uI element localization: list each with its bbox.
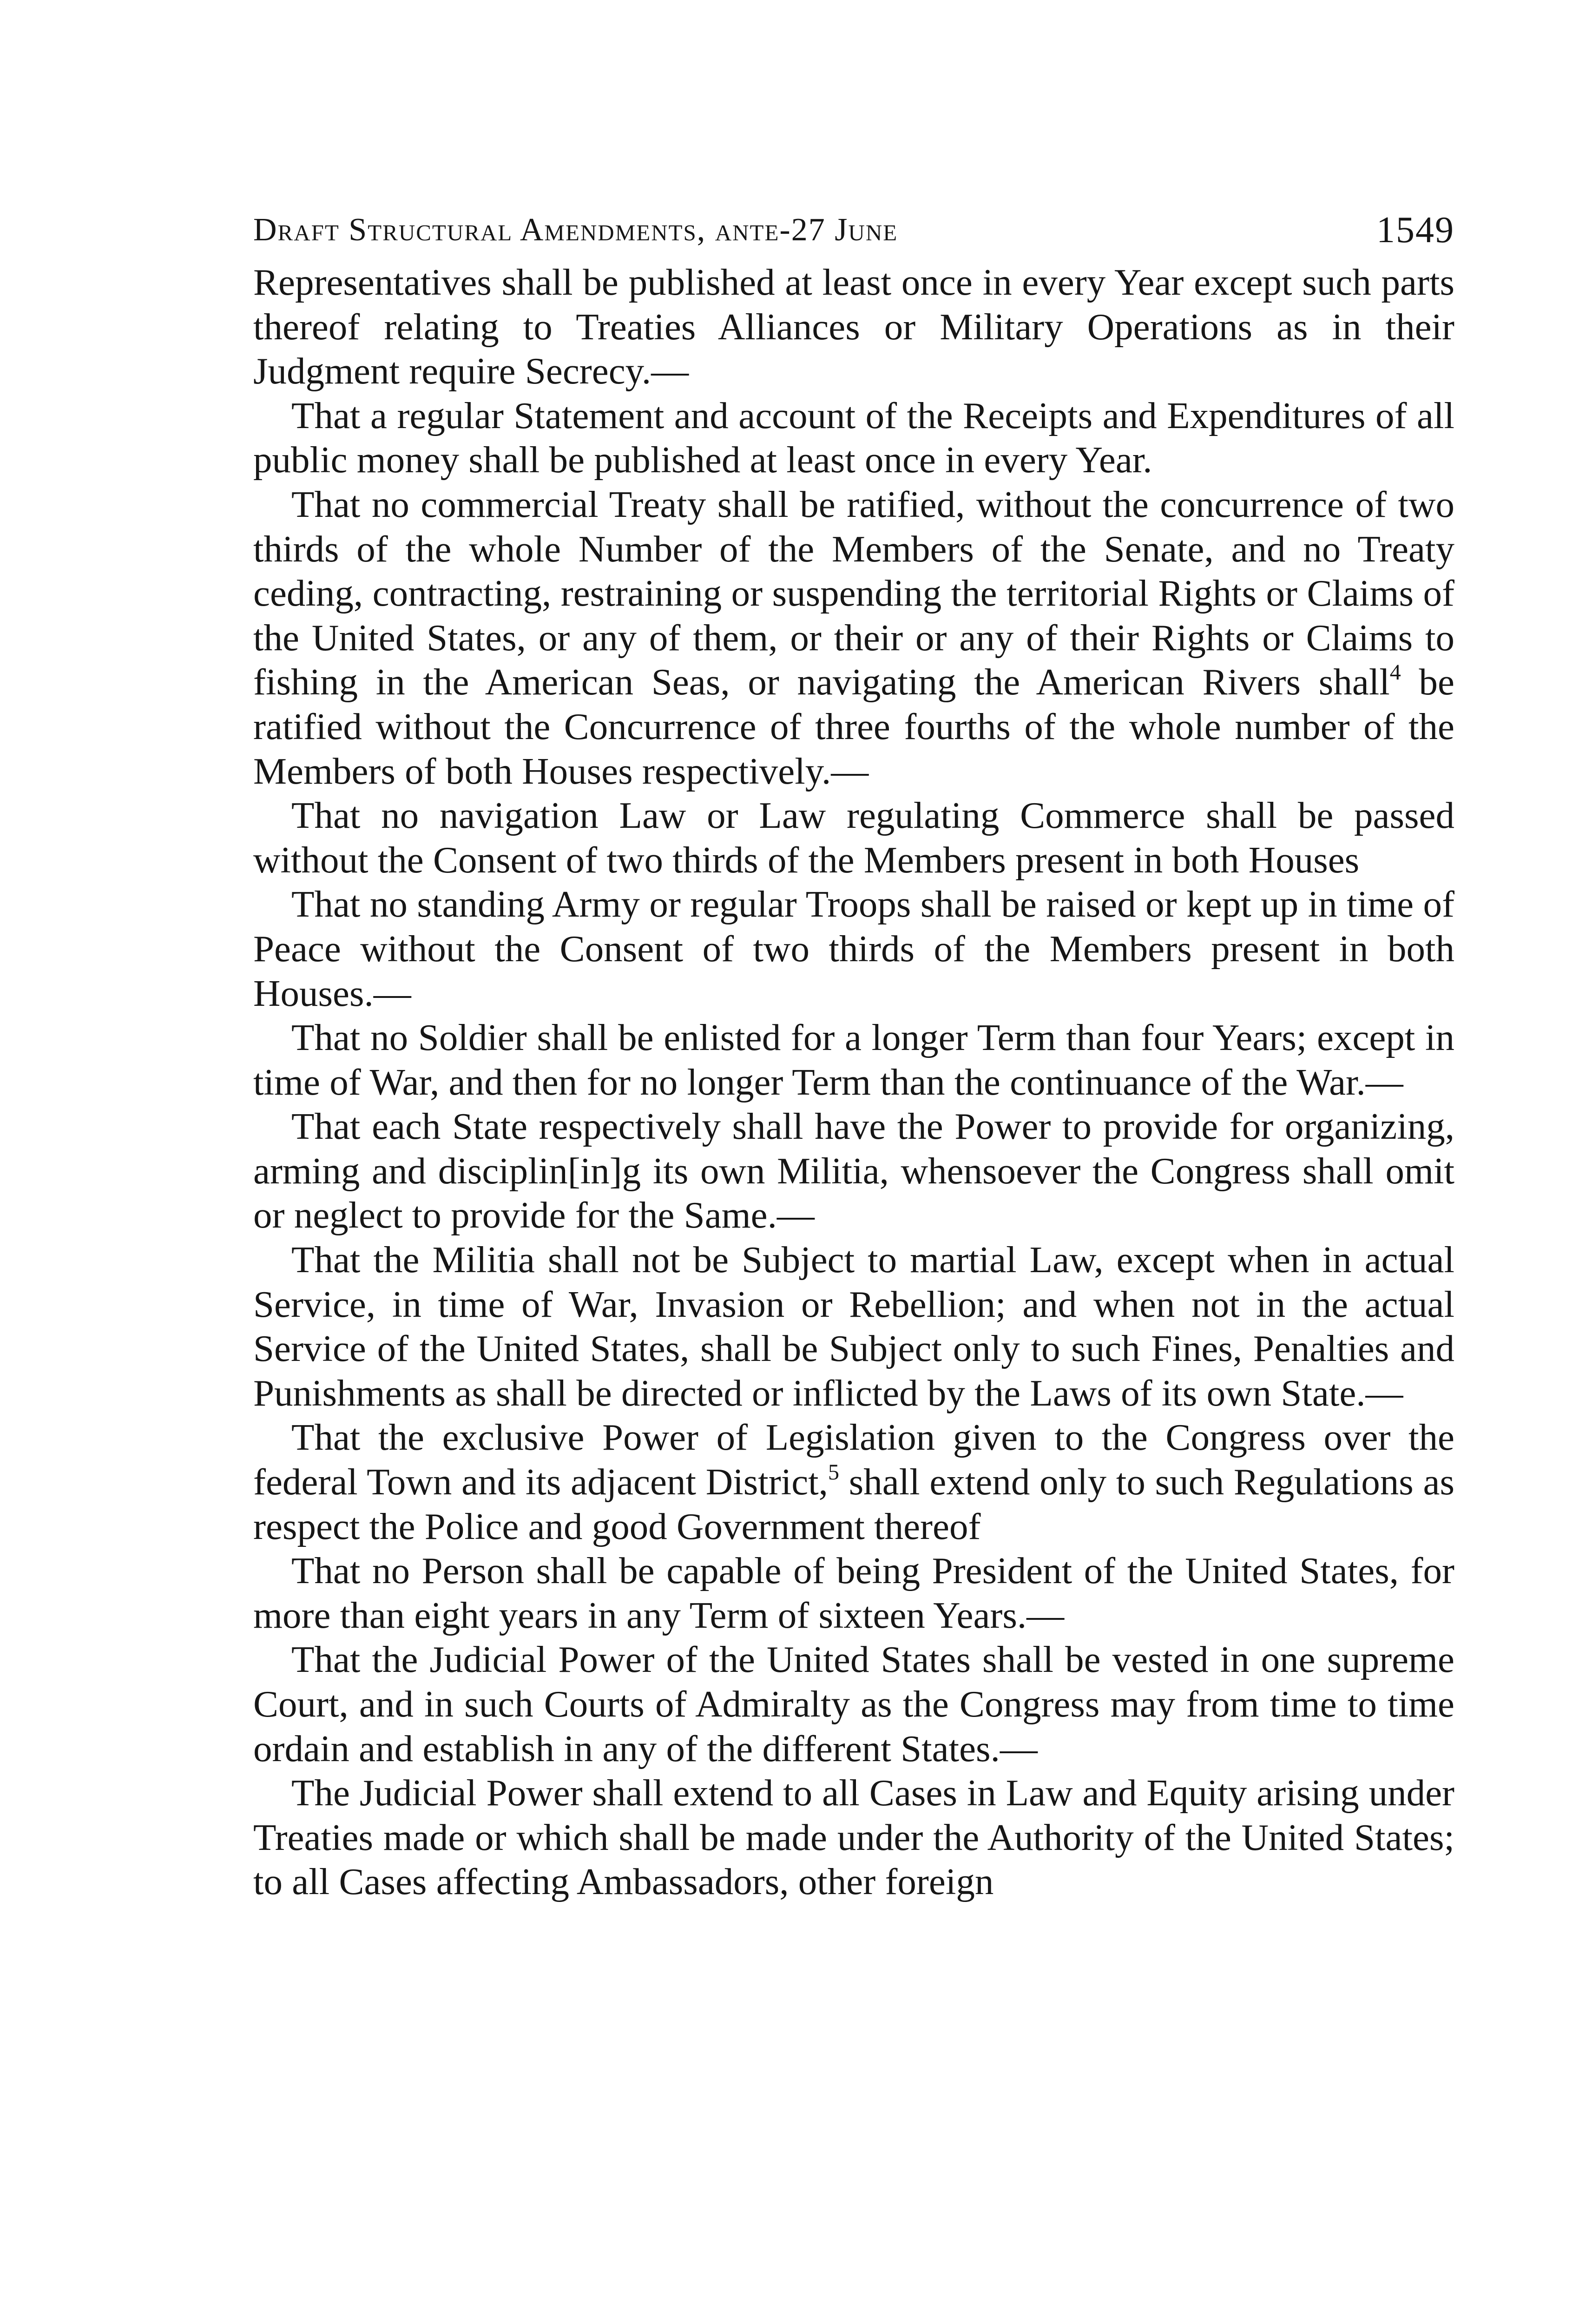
paragraph-text: That no standing Army or regular Troops shall be raised or kept up in time of Peace without the Consent of two thirds of the Members present in both Houses.— xyxy=(253,883,1454,1014)
paragraph-text: The Judicial Power shall extend to all Cases in Law and Equity arising under Treaties made or which shall be made under the Authority of the United States; to all Cases affecting Ambassadors, other foreign xyxy=(253,1772,1454,1903)
paragraph xyxy=(253,882,1454,1016)
paragraph xyxy=(253,793,1454,882)
paragraph xyxy=(253,1238,1454,1415)
paragraph xyxy=(253,1771,1454,1904)
book-page xyxy=(253,205,1454,1904)
paragraph-text: That no Soldier shall be enlisted for a longer Term than four Years; except in time of War, and then for no longer Term than the continuance of the War.— xyxy=(253,1017,1454,1103)
running-title: Draft Structural Amendments, ante-27 June xyxy=(253,212,898,248)
paragraph-text: That no commercial Treaty shall be ratified, without the concurrence of two thirds of the whole Number of the Members of the Senate, and no Treaty ceding, contracting, restraining or suspending the territorial Rights or Claims of the United States, or any of them, or their or any of their Rights or Claims to fishing in the American Seas, or navigating the American Rivers shall xyxy=(253,483,1454,703)
footnote-marker: 4 xyxy=(1389,660,1401,685)
paragraph-text: That no Person shall be capable of being President of the United States, for more than eight years in any Term of sixteen Years.— xyxy=(253,1550,1454,1636)
paragraph-text: That each State respectively shall have the Power to provide for organizing, arming and disciplin[in]g its own Militia, whensoever the Congress shall omit or neglect to provide for the Same.— xyxy=(253,1105,1454,1236)
paragraph-text: That the exclusive Power of Legislation given to the Congress over the federal Town and its adjacent District, xyxy=(253,1416,1454,1503)
paragraph xyxy=(253,1016,1454,1104)
paragraph-text: That a regular Statement and account of the Receipts and Expenditures of all public money shall be published at least once in every Year. xyxy=(253,394,1454,481)
paragraph xyxy=(253,1415,1454,1549)
paragraph-text: That the Judicial Power of the United States shall be vested in one supreme Court, and in such Courts of Admiralty as the Congress may from time to time ordain and establish in any of the different States.— xyxy=(253,1638,1454,1769)
paragraph xyxy=(253,1549,1454,1637)
paragraph-text: be ratified without the Concurrence of three fourths of the whole number of the Members of both Houses respectively.— xyxy=(253,661,1454,792)
paragraph xyxy=(253,394,1454,482)
paragraph-text: shall extend only to such Regulations as respect the Police and good Government thereof xyxy=(253,1461,1455,1547)
paragraph xyxy=(253,1637,1454,1771)
running-header xyxy=(253,205,1454,256)
paragraph-text: That no navigation Law or Law regulating Commerce shall be passed without the Consent of two thirds of the Members present in both Houses xyxy=(253,794,1454,881)
paragraph-text: That the Militia shall not be Subject to martial Law, except when in actual Service, in time of War, Invasion or Rebellion; and when not in the actual Service of the United States, shall be Subject only to such Fines, Penalties and Punishments as shall be directed or inflicted by the Laws of its own State.— xyxy=(253,1239,1454,1414)
footnote-marker: 5 xyxy=(828,1460,839,1485)
paragraph xyxy=(253,1104,1454,1238)
paragraph xyxy=(253,482,1454,793)
document-body xyxy=(253,260,1454,1904)
page-number: 1549 xyxy=(1376,210,1454,251)
paragraph-continued xyxy=(253,260,1454,394)
paragraph-text: Representatives shall be published at least once in every Year except such parts thereof relating to Treaties Alliances or Military Operations as in their Judgment require Secrecy.— xyxy=(253,261,1454,392)
